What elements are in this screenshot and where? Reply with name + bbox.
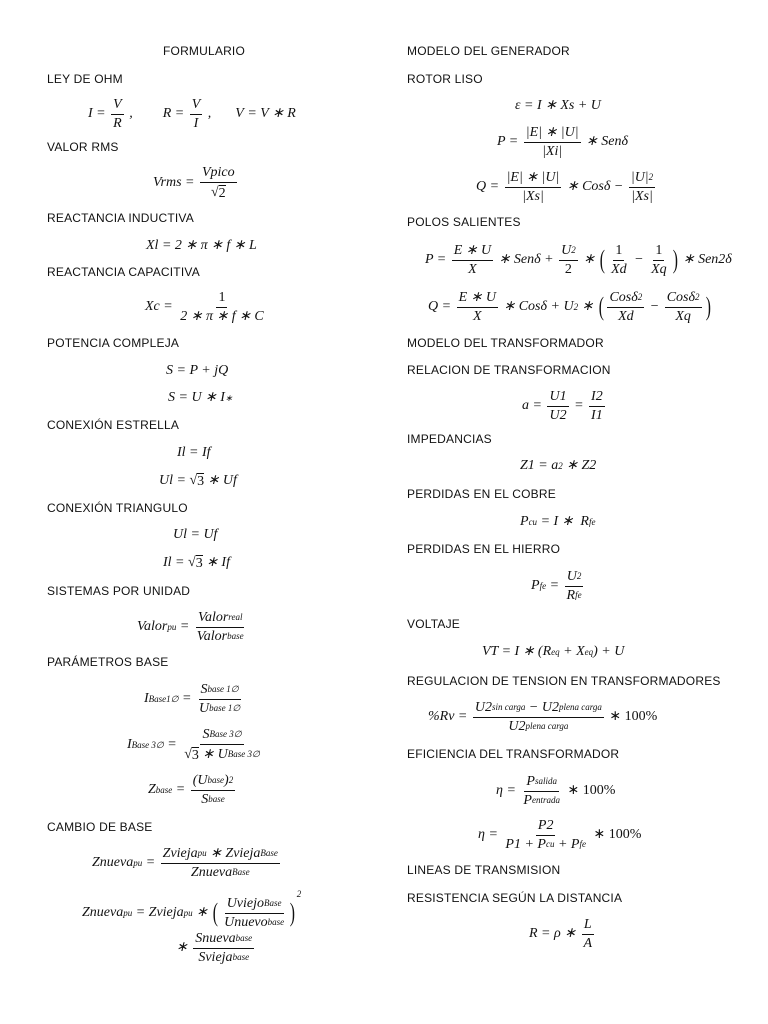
eq-numerator: [565, 570, 584, 587]
eq-denominator: X: [472, 308, 482, 324]
fraction-polos-p4: [649, 244, 669, 277]
eq-denominator: I1: [591, 407, 603, 423]
fraction-rotor-q1: [505, 171, 562, 204]
eq-denominator: [521, 792, 562, 808]
heading-rotor-liso: ROTOR LISO: [407, 72, 483, 86]
eq-text: Z1 = a: [520, 458, 559, 473]
fraction-eficiencia-2: [503, 819, 588, 852]
eq-text: ∗ Uf: [204, 473, 237, 488]
eq-text: ∗: [192, 905, 212, 920]
eq-text: + X: [559, 644, 585, 659]
eq-text: V: [235, 106, 244, 121]
eq-numerator: U1: [547, 390, 568, 407]
eq-text: 2: [218, 185, 226, 201]
eq-subscript: Base 3∅: [131, 739, 164, 750]
eq-text: I: [127, 737, 132, 752]
heading-regulacion: REGULACION DE TENSION EN TRANSFORMADORES: [407, 674, 721, 688]
eq-subscript: base 1∅: [209, 703, 241, 713]
eq-text: =: [172, 782, 189, 797]
eq-subscript: base 1∅: [207, 684, 239, 694]
eq-text: =: [171, 106, 188, 121]
heading-pu: SISTEMAS POR UNIDAD: [47, 584, 191, 598]
eq-denominator: X: [468, 261, 477, 277]
equation-resistencia: [529, 914, 596, 954]
equation-relacion: [522, 387, 607, 425]
fraction-polos-p3: [609, 244, 629, 277]
eq-text: U: [566, 568, 577, 584]
eq-denominator: 2: [564, 261, 572, 277]
eq-text: =: [92, 106, 110, 121]
eq-denominator: [222, 914, 286, 930]
eq-text: ∗: [176, 940, 192, 955]
eq-numerator: L: [582, 918, 594, 935]
eq-text: R: [162, 106, 172, 121]
eq-text: U: [198, 700, 210, 716]
equation-ibase-3phase: [127, 725, 264, 765]
equation-estrella-2: [159, 472, 237, 490]
equation-s2: [168, 390, 233, 406]
fraction-v-over-i: [190, 98, 203, 131]
eq-superscript: 2: [558, 460, 563, 471]
eq-subscript: Base: [260, 848, 278, 858]
eq-text: − U2: [525, 699, 559, 715]
eq-text: Il =: [163, 555, 188, 570]
eq-text: =: [163, 737, 181, 752]
heading-s: POTENCIA COMPLEJA: [47, 336, 180, 350]
eq-text: Znueva: [190, 864, 233, 880]
eq-numerator: 1: [653, 244, 664, 261]
eq-text: =: [570, 398, 588, 413]
eq-subscript: cu: [545, 839, 555, 849]
eq-text: R = ρ ∗: [529, 926, 580, 941]
heading-voltaje: VOLTAJE: [407, 617, 460, 631]
equation-zbase: [148, 770, 237, 810]
eq-text: ∗: [578, 299, 597, 314]
eq-text: Ul =: [159, 473, 190, 488]
eq-subscript: Base: [232, 867, 250, 877]
heading-ohm: LEY DE OHM: [47, 72, 123, 86]
fraction-vpico-over-root2: [200, 166, 237, 201]
sqrt-symbol: √: [188, 555, 196, 570]
sqrt-symbol: √: [210, 184, 219, 200]
eq-denominator: Xd: [611, 261, 627, 277]
fraction-ibase-3phase: [182, 728, 262, 763]
eq-text: ∗ Cosδ −: [563, 179, 627, 194]
eq-subscript: pu: [123, 907, 133, 918]
eq-denominator: [503, 836, 588, 852]
eq-subscript: cu: [528, 516, 538, 527]
right-paren: ): [705, 292, 711, 321]
eq-denominator: Xq: [651, 261, 667, 277]
eq-denominator: |Xs|: [522, 188, 544, 204]
eq-subscript: plena carga: [558, 702, 602, 712]
eq-text: + P: [554, 836, 580, 852]
fraction-l-over-a: [581, 918, 594, 951]
heading-resistencia: RESISTENCIA SEGÚN LA DISTANCIA: [407, 891, 623, 905]
eq-text: η =: [478, 827, 502, 842]
equation-regulacion: [428, 697, 657, 737]
eq-text: ,: [125, 106, 133, 121]
heading-triangulo: CONEXIÓN TRIANGULO: [47, 501, 188, 515]
eq-numerator: 1: [613, 244, 624, 261]
eq-subscript: fe: [579, 839, 586, 849]
eq-text: Znueva: [82, 905, 124, 920]
heading-xl: REACTANCIA INDUCTIVA: [47, 211, 194, 225]
eq-text: U2: [508, 718, 526, 734]
heading-generator-model: MODELO DEL GENERADOR: [407, 44, 570, 58]
eq-text: =: [546, 578, 563, 593]
eq-numerator: I2: [589, 390, 605, 407]
eq-denominator: Xd: [618, 308, 634, 324]
fraction-zbase: [191, 774, 235, 807]
eq-text: 3: [191, 747, 199, 763]
eq-text: Zvieja: [162, 845, 198, 861]
eq-text: ∗: [579, 252, 599, 267]
eq-denominator: A: [583, 935, 593, 951]
equation-eficiencia-2: [478, 815, 641, 855]
eq-text: ∗ If: [202, 555, 230, 570]
heading-relacion: RELACION DE TRANSFORMACION: [407, 363, 611, 377]
eq-text: U2: [474, 699, 492, 715]
equation-rotor-p: [497, 123, 628, 161]
heading-eficiencia: EFICIENCIA DEL TRANSFORMADOR: [407, 747, 620, 761]
eq-text: ∗ 100%: [605, 709, 658, 724]
left-paren: (: [598, 292, 604, 321]
eq-text: U: [561, 242, 572, 258]
eq-subscript: pu: [133, 857, 143, 868]
equation-polos-q: [428, 285, 712, 329]
heading-base: PARÁMETROS BASE: [47, 655, 169, 669]
eq-text: Svieja: [198, 949, 233, 965]
heading-hierro: PERDIDAS EN EL HIERRO: [407, 542, 561, 556]
eq-text: Uviejo: [226, 895, 265, 911]
eq-text: S = U ∗ I: [168, 390, 225, 405]
equation-voltaje: [482, 643, 624, 661]
eq-text: =: [178, 691, 195, 706]
heading-transformer-model: MODELO DEL TRANSFORMADOR: [407, 336, 604, 350]
eq-numerator: V: [111, 98, 124, 115]
eq-subscript: plena carga: [525, 721, 569, 731]
eq-text: Znueva: [92, 855, 134, 870]
eq-text: Snueva: [195, 930, 236, 946]
eq-text: 3: [197, 474, 205, 489]
equation-polos-p: [425, 240, 732, 280]
fraction-cambio-2: [222, 897, 286, 930]
eq-superscript: 2: [576, 571, 582, 581]
eq-subscript: pu: [167, 621, 177, 632]
eq-denominator: [189, 864, 252, 880]
eq-subscript: base: [208, 794, 225, 804]
fraction-polos-q2: [607, 291, 644, 324]
equation-s1: S = P + jQ: [166, 363, 229, 378]
fraction-regulacion: [473, 701, 604, 734]
left-paren: (: [600, 245, 606, 274]
sqrt-symbol: √: [189, 473, 198, 488]
eq-text: ∗ 100%: [589, 827, 642, 842]
eq-text: Valor: [137, 619, 168, 634]
eq-denominator: |Xi|: [542, 143, 563, 159]
eq-text: a =: [522, 398, 546, 413]
eq-text: R: [566, 587, 576, 603]
equation-cambio-1: [92, 843, 282, 883]
eq-denominator: [182, 745, 262, 763]
eq-subscript: Base1∅: [148, 693, 179, 704]
eq-numerator: Vpico: [200, 166, 237, 183]
heading-cambio: CAMBIO DE BASE: [47, 820, 153, 834]
eq-superscript: ∗: [224, 392, 233, 403]
fraction-hierro: [565, 570, 584, 603]
fraction-pu: [195, 611, 246, 644]
eq-subscript: eq: [584, 646, 594, 657]
eq-subscript: fe: [575, 590, 582, 600]
eq-text: =: [142, 855, 159, 870]
heading-cobre: PERDIDAS EN EL COBRE: [407, 487, 556, 501]
equation-xc: [145, 288, 268, 326]
eq-subscript: eq: [551, 646, 560, 657]
eq-numerator: [473, 701, 604, 718]
eq-text: P =: [425, 252, 450, 267]
eq-text: Z: [148, 782, 156, 797]
equation-estrella-1: Il = If: [177, 445, 211, 460]
eq-text: S: [201, 791, 209, 807]
eq-text: P: [531, 578, 540, 593]
fraction-i2-i1: [589, 390, 605, 423]
eq-superscript: 2: [695, 292, 700, 302]
eq-denominator: [506, 718, 570, 734]
eq-subscript: base: [155, 784, 173, 795]
eq-superscript: 2: [648, 172, 654, 182]
eq-numerator: P2: [536, 819, 556, 836]
heading-xc: REACTANCIA CAPACITIVA: [47, 265, 200, 279]
eq-text: η =: [496, 783, 520, 798]
eq-numerator: |E| ∗ |U|: [524, 126, 581, 143]
eq-text: Cosδ: [666, 289, 696, 305]
eq-text: Cosδ: [609, 289, 638, 305]
eq-numerator: [193, 932, 254, 949]
equation-rms: [153, 164, 239, 202]
eq-denominator: [196, 949, 251, 965]
eq-subscript: base: [267, 917, 285, 927]
eq-text: ∗ Senδ +: [495, 252, 558, 267]
eq-text: VT = I ∗ (R: [482, 644, 552, 659]
equation-emf: ε = I ∗ Xs + U: [515, 98, 601, 113]
eq-text: Valor: [197, 609, 229, 625]
eq-text: ∗ Cosδ + U: [499, 299, 574, 314]
right-paren: ): [672, 245, 678, 274]
eq-subscript: entrada: [531, 795, 560, 805]
eq-text: ): [224, 772, 229, 788]
eq-numerator: [196, 611, 245, 628]
eq-numerator: E ∗ U: [452, 244, 493, 261]
eq-text: −: [630, 252, 648, 267]
eq-text: ∗ Senδ: [582, 134, 628, 149]
eq-numerator: 1: [216, 291, 227, 308]
eq-denominator: [209, 183, 228, 201]
fraction-rotor-p: [524, 126, 581, 159]
eq-text: = I ∗ R: [537, 514, 589, 529]
eq-numerator: [629, 171, 655, 188]
equation-pu: [137, 607, 248, 647]
eq-text: ∗ Sen2δ: [679, 252, 732, 267]
eq-numerator: [225, 897, 284, 914]
heading-lineas: LINEAS DE TRANSMISION: [407, 863, 561, 877]
right-paren: ): [289, 898, 296, 927]
eq-text: =: [176, 619, 193, 634]
fraction-polos-p1: [452, 244, 493, 277]
eq-text: Xc =: [145, 299, 177, 314]
fraction-polos-q3: [665, 291, 702, 324]
equation-cambio-3: [176, 929, 256, 967]
left-paren: (: [213, 898, 219, 927]
fraction-polos-p2: [559, 244, 578, 277]
heading-estrella: CONEXIÓN ESTRELLA: [47, 418, 180, 432]
eq-subscript: base: [232, 952, 250, 962]
eq-denominator: R: [113, 115, 122, 131]
eq-text: ,: [204, 106, 212, 121]
fraction-cambio-3: [193, 932, 254, 965]
eq-text: S: [200, 681, 208, 697]
equation-hierro: [531, 566, 586, 606]
eq-text: P =: [497, 134, 522, 149]
eq-superscript: 2: [228, 775, 234, 785]
eq-numerator: [665, 291, 702, 308]
eq-text: = Zvieja: [132, 905, 184, 920]
eq-denominator: 2 ∗ π ∗ f ∗ C: [180, 308, 264, 324]
eq-denominator: I: [193, 115, 199, 131]
eq-numerator: [524, 775, 559, 792]
eq-text: ∗ Zvieja: [206, 845, 261, 861]
equation-cobre: [520, 513, 595, 531]
fraction-eficiencia-1: [521, 775, 562, 808]
fraction-polos-q1: [457, 291, 498, 324]
eq-text: (U: [192, 772, 208, 788]
eq-denominator: [565, 587, 584, 603]
eq-denominator: [197, 700, 242, 716]
eq-subscript: sin carga: [492, 702, 526, 712]
fraction-xc: [178, 291, 265, 324]
eq-text: Unuevo: [224, 914, 268, 930]
eq-subscript: base: [227, 631, 244, 641]
heading-impedancias: IMPEDANCIAS: [407, 432, 492, 446]
eq-numerator: V: [190, 98, 203, 115]
eq-denominator: [195, 628, 246, 644]
eq-superscript: 2: [637, 292, 643, 302]
sheet-title: FORMULARIO: [163, 44, 246, 58]
equation-ibase-1phase: [144, 680, 244, 718]
eq-text: P: [526, 773, 535, 789]
eq-subscript: fe: [588, 516, 596, 527]
eq-subscript: salida: [534, 776, 557, 786]
eq-numerator: E ∗ U: [457, 291, 498, 308]
fraction-v-over-r: [111, 98, 124, 131]
eq-text: P1 + P: [505, 836, 546, 852]
eq-superscript: 2: [571, 245, 576, 255]
equation-eficiencia-1: [496, 771, 615, 811]
eq-text: P: [520, 514, 529, 529]
eq-subscript: fe: [539, 580, 547, 591]
eq-denominator: |Xs|: [631, 188, 653, 204]
eq-text: P: [523, 792, 532, 808]
eq-subscript: pu: [197, 848, 207, 858]
fraction-u1-u2: [547, 390, 568, 423]
eq-text: Valor: [196, 628, 228, 644]
eq-text: ∗ Z2: [562, 458, 597, 473]
equation-rotor-q: [476, 167, 657, 207]
sqrt-symbol: √: [184, 746, 192, 762]
equation-triangulo-2: [163, 554, 230, 572]
eq-text: |U|: [630, 169, 649, 185]
eq-subscript: base: [207, 775, 225, 785]
eq-denominator: U2: [549, 407, 567, 423]
eq-denominator: [199, 791, 227, 807]
eq-text: %Rv =: [428, 709, 471, 724]
eq-numerator: [191, 774, 235, 791]
eq-text: Q =: [428, 299, 455, 314]
eq-text: Vrms =: [153, 175, 198, 190]
eq-denominator: Xq: [675, 308, 691, 324]
eq-superscript: 2: [573, 301, 579, 312]
eq-text: Q =: [476, 179, 503, 194]
eq-numerator: [559, 244, 578, 261]
eq-numerator: |E| ∗ |U|: [505, 171, 562, 188]
eq-superscript: 2: [296, 889, 302, 899]
eq-subscript: Base 3∅: [209, 729, 242, 739]
fraction-ibase-1phase: [197, 683, 242, 716]
heading-polos-salientes: POLOS SALIENTES: [407, 215, 521, 229]
eq-text: I: [144, 691, 149, 706]
equation-xl: Xl = 2 ∗ π ∗ f ∗ L: [146, 238, 257, 253]
equation-impedancias: [520, 458, 596, 474]
equation-ohm: [88, 96, 296, 132]
eq-numerator: [200, 728, 243, 745]
eq-subscript: Base: [264, 898, 282, 908]
equation-triangulo-1: Ul = Uf: [173, 527, 218, 542]
fraction-rotor-q2: [629, 171, 655, 204]
eq-text: = V ∗ R: [243, 106, 296, 121]
eq-text: ) + U: [593, 644, 625, 659]
fraction-cambio-1: [161, 847, 280, 880]
eq-subscript: base: [235, 933, 253, 943]
eq-numerator: [161, 847, 280, 864]
eq-text: 3: [195, 556, 203, 571]
eq-text: I: [88, 106, 93, 121]
eq-text: ∗ 100%: [563, 783, 616, 798]
eq-text: S: [202, 726, 210, 742]
eq-text: ∗ U: [198, 746, 228, 762]
eq-numerator: [607, 291, 644, 308]
eq-numerator: [199, 683, 241, 700]
eq-subscript: real: [228, 612, 243, 622]
heading-rms: VALOR RMS: [47, 140, 119, 154]
eq-subscript: Base 3∅: [227, 749, 260, 759]
eq-text: −: [646, 299, 663, 314]
eq-subscript: pu: [183, 907, 193, 918]
